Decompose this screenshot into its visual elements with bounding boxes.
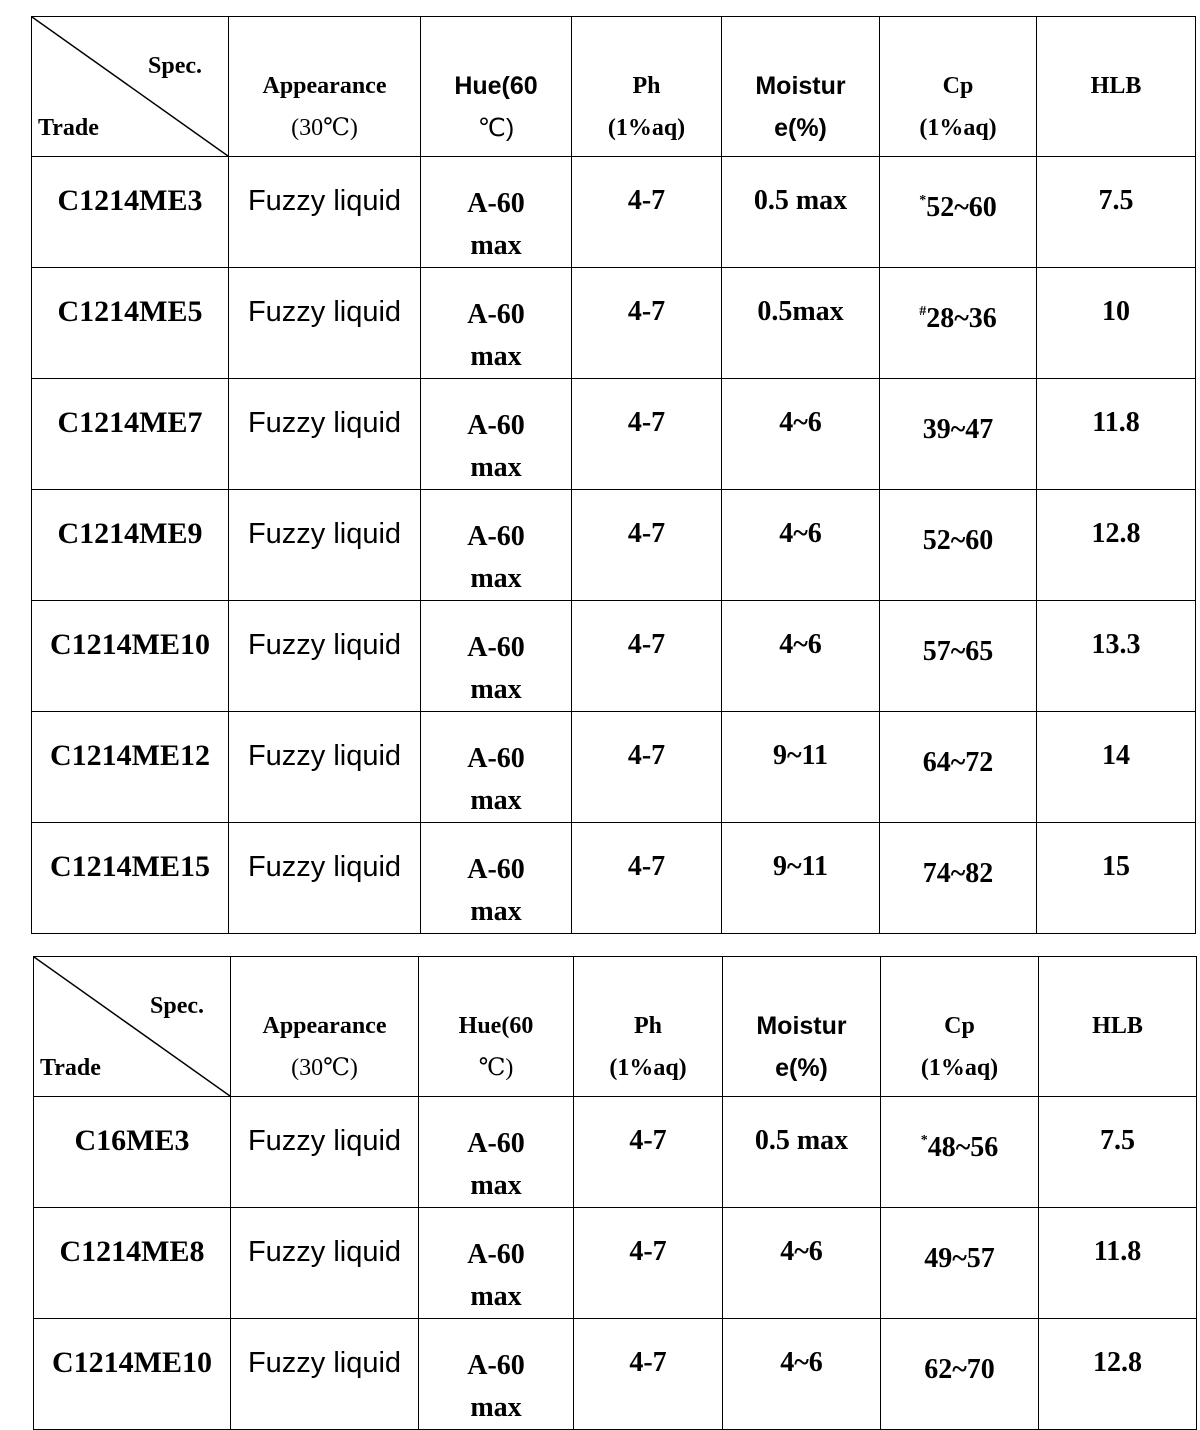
moisture-value: 9~11	[772, 851, 828, 882]
appearance-header-line1: Appearance	[262, 1013, 387, 1039]
moisture-header-line2: e(%)	[775, 1054, 828, 1082]
hlb-value: 14	[1102, 740, 1130, 771]
hlb-value: 12.8	[1093, 1347, 1142, 1378]
ph-cell	[572, 601, 722, 712]
hlb-cell	[1037, 823, 1196, 934]
table-row	[34, 1319, 1197, 1430]
trade-label: Trade	[40, 1055, 101, 1081]
spec-label: Spec.	[150, 993, 204, 1019]
appearance-value: Fuzzy liquid	[247, 1125, 402, 1157]
hlb-cell	[1037, 601, 1196, 712]
cp-value: 49~57	[924, 1243, 995, 1274]
ph-value: 4-7	[627, 629, 666, 660]
hlb-cell	[1037, 712, 1196, 823]
moisture-cell	[722, 712, 880, 823]
trade-cell	[32, 268, 229, 379]
appearance-cell	[229, 601, 421, 712]
hue-value-line2: max	[470, 341, 522, 372]
table-row	[32, 268, 1196, 379]
header-row	[32, 17, 1196, 157]
hue-value-line2: max	[470, 452, 522, 483]
spec-table-2	[33, 956, 1197, 1430]
ph-cell	[572, 379, 722, 490]
hlb-value: 11.8	[1092, 407, 1140, 438]
ph-cell	[574, 1319, 723, 1430]
hue-cell	[421, 490, 572, 601]
appearance-header-line1: Appearance	[262, 73, 387, 99]
cp-footnote-mark: #	[919, 304, 927, 319]
hue-value: A-60	[467, 1128, 525, 1159]
appearance-value: Fuzzy liquid	[247, 851, 402, 883]
cp-cell	[881, 1097, 1039, 1208]
cp-cell	[880, 712, 1037, 823]
moisture-value: 4~6	[779, 518, 822, 549]
appearance-cell	[229, 268, 421, 379]
moisture-cell	[722, 823, 880, 934]
hue-value-line2: max	[470, 1392, 522, 1423]
cp-header-line2: (1%aq)	[920, 1055, 999, 1081]
appearance-value: Fuzzy liquid	[247, 296, 402, 328]
cp-value: 52~60	[926, 192, 997, 223]
table-row	[32, 157, 1196, 268]
cp-cell	[880, 601, 1037, 712]
hue-value: A-60	[467, 410, 525, 441]
appearance-header-line2: (30℃)	[291, 115, 358, 141]
hlb-header	[1037, 17, 1196, 157]
cp-value: 39~47	[922, 414, 994, 445]
ph-value: 4-7	[629, 1125, 667, 1156]
table-row	[32, 490, 1196, 601]
ph-header-line2: (1%aq)	[607, 115, 686, 141]
trade-label: Trade	[38, 115, 99, 141]
hue-value: A-60	[467, 1350, 525, 1381]
moisture-cell	[722, 490, 880, 601]
header-row	[34, 957, 1197, 1097]
ph-header-line1: Ph	[633, 1013, 662, 1039]
appearance-cell	[229, 157, 421, 268]
appearance-value: Fuzzy liquid	[247, 185, 402, 217]
ph-value: 4-7	[627, 518, 666, 549]
hue-value: A-60	[467, 854, 525, 885]
table-row	[32, 823, 1196, 934]
ph-cell	[572, 712, 722, 823]
hue-value-line2: max	[470, 230, 522, 261]
cp-header-line2: (1%aq)	[919, 115, 997, 141]
hlb-value: 15	[1102, 851, 1130, 882]
trade-name: C1214ME15	[50, 850, 210, 883]
moisture-value: 9~11	[772, 740, 828, 771]
hue-cell	[419, 1319, 574, 1430]
hlb-cell	[1037, 379, 1196, 490]
moisture-cell	[722, 379, 880, 490]
cp-value: 64~72	[922, 747, 994, 778]
appearance-value: Fuzzy liquid	[247, 407, 402, 439]
cp-value: 74~82	[922, 858, 994, 889]
appearance-cell	[229, 823, 421, 934]
hue-value-line2: max	[470, 563, 522, 594]
moisture-cell	[723, 1208, 881, 1319]
diagonal-header-cell	[32, 17, 229, 157]
ph-cell	[574, 1208, 723, 1319]
appearance-cell	[229, 379, 421, 490]
hue-value: A-60	[467, 188, 525, 219]
moisture-value: 0.5 max	[753, 185, 848, 216]
trade-name: C1214ME7	[57, 406, 203, 439]
hue-value: A-60	[467, 299, 525, 330]
hue-value: A-60	[467, 521, 525, 552]
ph-header-line2: (1%aq)	[609, 1055, 687, 1081]
cp-footnote-mark: *	[920, 1133, 928, 1148]
table-row	[32, 601, 1196, 712]
hue-cell	[419, 1097, 574, 1208]
hlb-header	[1039, 957, 1197, 1097]
trade-cell	[32, 490, 229, 601]
hlb-value: 7.5	[1100, 1125, 1135, 1156]
trade-cell	[34, 1319, 231, 1430]
cp-cell	[880, 379, 1037, 490]
hlb-value: 10	[1102, 296, 1130, 327]
trade-name: C1214ME8	[59, 1235, 205, 1268]
trade-name: C1214ME12	[50, 739, 210, 772]
ph-value: 4-7	[627, 185, 666, 216]
ph-cell	[572, 268, 722, 379]
hue-header	[421, 17, 572, 157]
hlb-value: 7.5	[1098, 185, 1134, 216]
hue-cell	[421, 157, 572, 268]
hue-header-line2: ℃)	[477, 114, 515, 142]
cp-value: 52~60	[922, 525, 994, 556]
cp-header-line1: Cp	[942, 73, 974, 99]
cp-cell	[880, 490, 1037, 601]
ph-cell	[572, 823, 722, 934]
ph-value: 4-7	[627, 740, 666, 771]
cp-cell	[880, 157, 1037, 268]
cp-header-line1: Cp	[944, 1013, 975, 1039]
ph-value: 4-7	[629, 1347, 667, 1378]
trade-cell	[34, 1097, 231, 1208]
spec-table-2-body	[34, 1097, 1197, 1430]
moisture-header-line1: Moistur	[756, 1012, 847, 1040]
trade-name: C1214ME10	[50, 628, 210, 661]
moisture-cell	[723, 1319, 881, 1430]
hue-value: A-60	[467, 632, 525, 663]
cp-cell	[881, 1319, 1039, 1430]
hue-cell	[419, 1208, 574, 1319]
cp-header	[881, 957, 1039, 1097]
hlb-header-label: HLB	[1090, 73, 1142, 99]
cp-value: 57~65	[922, 636, 994, 667]
diagonal-header-cell	[34, 957, 231, 1097]
hue-cell	[421, 823, 572, 934]
table-row	[32, 379, 1196, 490]
hlb-cell	[1037, 268, 1196, 379]
trade-name: C1214ME9	[57, 517, 203, 550]
appearance-value: Fuzzy liquid	[247, 629, 402, 661]
ph-cell	[574, 1097, 723, 1208]
cp-cell	[880, 268, 1037, 379]
moisture-cell	[722, 601, 880, 712]
appearance-value: Fuzzy liquid	[247, 740, 402, 772]
appearance-value: Fuzzy liquid	[247, 518, 402, 550]
moisture-header-line2: e(%)	[774, 114, 827, 142]
hue-value-line2: max	[470, 785, 522, 816]
moisture-header-line1: Moistur	[755, 72, 846, 100]
moisture-value: 4~6	[779, 407, 822, 438]
table-row	[32, 712, 1196, 823]
hlb-value: 11.8	[1093, 1236, 1142, 1267]
trade-name: C1214ME10	[52, 1346, 212, 1379]
appearance-header-line2: (30℃)	[291, 1055, 358, 1081]
hlb-cell	[1039, 1319, 1197, 1430]
ph-cell	[572, 157, 722, 268]
hue-value-line2: max	[470, 1281, 522, 1312]
trade-cell	[32, 379, 229, 490]
hue-header-line1: Hue(60	[454, 72, 538, 100]
spec-table-1	[31, 16, 1196, 934]
appearance-cell	[229, 712, 421, 823]
hue-header-line1: Hue(60	[458, 1013, 534, 1039]
moisture-cell	[722, 268, 880, 379]
ph-header	[574, 957, 723, 1097]
trade-name: C1214ME3	[57, 184, 203, 217]
hue-value: A-60	[467, 743, 525, 774]
trade-cell	[32, 157, 229, 268]
hlb-value: 12.8	[1091, 518, 1141, 549]
hlb-value: 13.3	[1091, 629, 1141, 660]
ph-value: 4-7	[627, 851, 666, 882]
moisture-value: 0.5max	[757, 296, 844, 327]
hlb-cell	[1037, 490, 1196, 601]
hue-value-line2: max	[470, 896, 522, 927]
appearance-cell	[229, 490, 421, 601]
moisture-value: 4~6	[780, 1236, 823, 1267]
trade-name: C16ME3	[74, 1124, 190, 1157]
cp-value: 28~36	[926, 303, 997, 334]
moisture-cell	[723, 1097, 881, 1208]
hue-header-line2: ℃)	[478, 1055, 514, 1081]
cp-cell	[880, 823, 1037, 934]
hlb-header-label: HLB	[1092, 1013, 1143, 1039]
cp-value: 48~56	[927, 1132, 999, 1163]
spec-label: Spec.	[148, 53, 202, 79]
hue-cell	[421, 379, 572, 490]
appearance-cell	[231, 1319, 419, 1430]
trade-cell	[32, 601, 229, 712]
moisture-value: 0.5 max	[754, 1125, 849, 1156]
trade-cell	[34, 1208, 231, 1319]
moisture-header	[723, 957, 881, 1097]
ph-header	[572, 17, 722, 157]
hlb-cell	[1039, 1097, 1197, 1208]
appearance-cell	[231, 1208, 419, 1319]
trade-cell	[32, 712, 229, 823]
trade-cell	[32, 823, 229, 934]
ph-value: 4-7	[629, 1236, 667, 1267]
hue-value-line2: max	[470, 674, 522, 705]
moisture-value: 4~6	[780, 1347, 823, 1378]
hlb-cell	[1039, 1208, 1197, 1319]
table-row	[34, 1097, 1197, 1208]
table-row	[34, 1208, 1197, 1319]
hue-cell	[421, 712, 572, 823]
moisture-value: 4~6	[779, 629, 822, 660]
hue-cell	[421, 268, 572, 379]
spec-table-1-body	[32, 157, 1196, 934]
ph-header-line1: Ph	[632, 73, 661, 99]
appearance-value: Fuzzy liquid	[247, 1236, 402, 1268]
cp-header	[880, 17, 1037, 157]
ph-value: 4-7	[627, 407, 666, 438]
hue-header	[419, 957, 574, 1097]
hue-value: A-60	[467, 1239, 525, 1270]
ph-cell	[572, 490, 722, 601]
trade-name: C1214ME5	[57, 295, 203, 328]
appearance-header	[229, 17, 421, 157]
hue-cell	[421, 601, 572, 712]
moisture-header	[722, 17, 880, 157]
ph-value: 4-7	[627, 296, 666, 327]
moisture-cell	[722, 157, 880, 268]
appearance-value: Fuzzy liquid	[247, 1347, 402, 1379]
cp-value: 62~70	[924, 1354, 995, 1385]
appearance-cell	[231, 1097, 419, 1208]
cp-cell	[881, 1208, 1039, 1319]
hue-value-line2: max	[470, 1170, 522, 1201]
appearance-header	[231, 957, 419, 1097]
cp-footnote-mark: *	[919, 193, 927, 208]
hlb-cell	[1037, 157, 1196, 268]
